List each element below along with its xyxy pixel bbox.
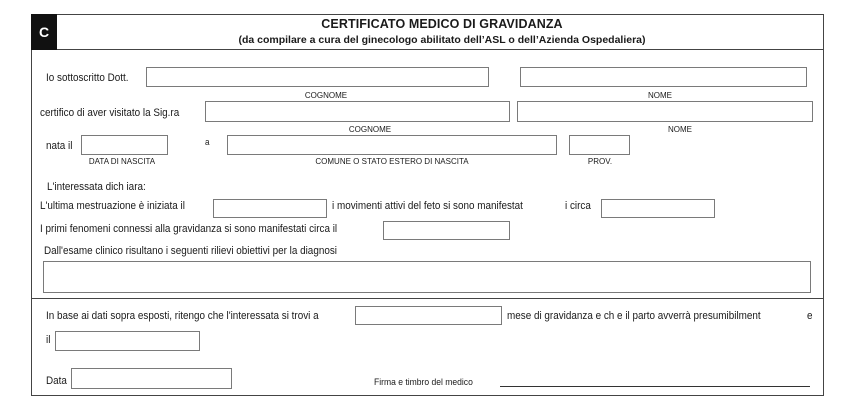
section-divider (31, 298, 824, 299)
conclusion-label: In base ai dati sopra esposti, ritengo che l'interessata si trovi a (46, 310, 319, 322)
first-symptoms-field[interactable] (383, 221, 510, 240)
birth-province-field[interactable] (569, 135, 630, 155)
fetal-movements-label: i movimenti attivi del feto si sono manifestat (332, 200, 523, 212)
circa-label: i circa (565, 200, 591, 212)
clinical-findings-field[interactable] (43, 261, 811, 293)
date-field[interactable] (71, 368, 232, 389)
menstruation-date-field[interactable] (213, 199, 327, 218)
born-label: nata il (46, 140, 73, 152)
doctor-name-caption: NOME (648, 91, 672, 100)
delivery-date-field[interactable] (55, 331, 200, 351)
first-symptoms-label: I primi fenomeni connessi alla gravidanza si sono manifestati circa il (40, 223, 338, 235)
pregnancy-month-field[interactable] (355, 306, 502, 325)
birth-place-field[interactable] (227, 135, 557, 155)
il-label: il (46, 334, 51, 346)
form-title: CERTIFICATO MEDICO DI GRAVIDANZA (321, 17, 563, 31)
at-label: a (205, 137, 210, 147)
signature-line[interactable] (500, 386, 810, 387)
delivery-label-end: e (807, 310, 813, 322)
patient-name-field[interactable] (517, 101, 813, 122)
doctor-name-field[interactable] (520, 67, 807, 87)
date-label: Data (46, 375, 67, 387)
birth-date-field[interactable] (81, 135, 168, 155)
doctor-label: Io sottoscritto Dott. (46, 72, 129, 84)
birth-place-caption: COMUNE O STATO ESTERO DI NASCITA (315, 157, 469, 166)
delivery-label: mese di gravidanza e ch e il parto avverrà presumibilment (507, 310, 761, 322)
patient-surname-caption: COGNOME (348, 125, 392, 134)
birth-date-caption: DATA DI NASCITA (88, 157, 156, 166)
doctor-surname-caption: COGNOME (304, 91, 348, 100)
patient-label: certifico di aver visitato la Sig.ra (40, 107, 180, 119)
patient-name-caption: NOME (668, 125, 692, 134)
birth-province-caption: PROV. (587, 157, 613, 166)
signature-label: Firma e timbro del medico (374, 377, 473, 388)
clinical-findings-label: Dall'esame clinico risultano i seguenti rilievi obiettivi per la diagnosi (44, 245, 337, 257)
section-badge: C (31, 14, 57, 50)
fetal-movements-field[interactable] (601, 199, 715, 218)
patient-surname-field[interactable] (205, 101, 510, 122)
form-subtitle: (da compilare a cura del ginecologo abilitato dell’ASL o dell’Azienda Ospedaliera) (238, 34, 646, 46)
menstruation-label: L'ultima mestruazione è iniziata il (40, 200, 185, 212)
declaration-intro: L'interessata dich iara: (47, 181, 146, 193)
doctor-surname-field[interactable] (146, 67, 489, 87)
